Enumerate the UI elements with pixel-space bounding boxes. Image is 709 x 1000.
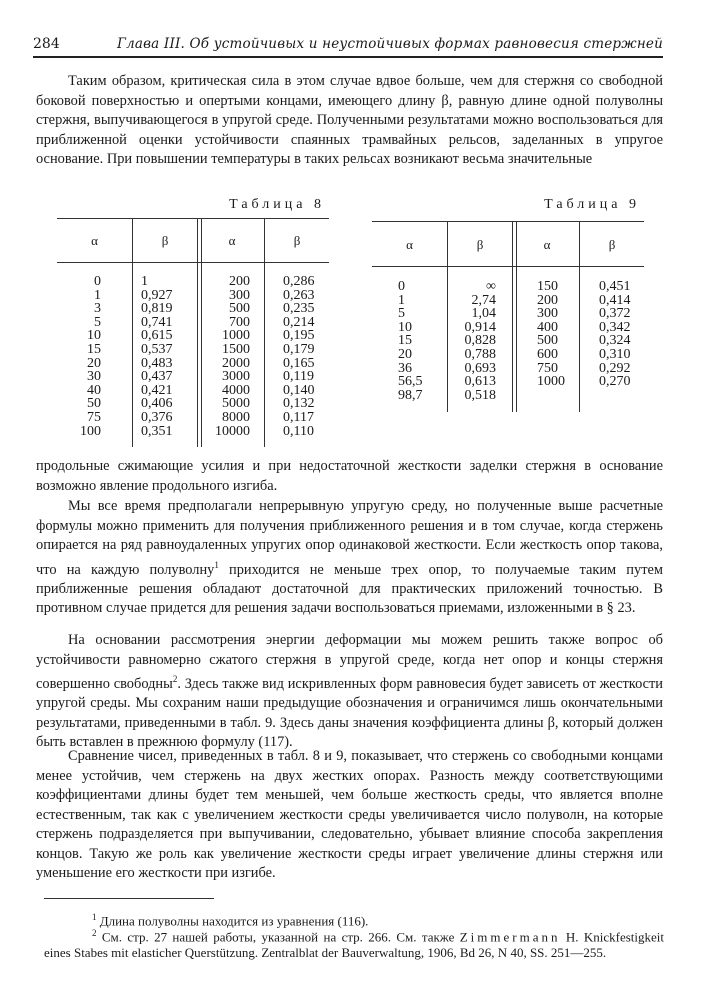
header-alpha: α	[543, 237, 551, 252]
header-alpha: α	[228, 233, 236, 248]
header-alpha: α	[406, 237, 413, 252]
table-8	[57, 197, 329, 447]
column-separator	[132, 219, 133, 447]
header-beta: β	[608, 237, 616, 252]
footnote-ref-2[interactable]: 2	[172, 674, 178, 684]
table-9-col-alpha-1: 0 1 5 10 15 20 36 56,5 98,7	[398, 279, 423, 403]
paragraph-5: Сравнение чисел, приведенных в табл. 8 и 9, показывает, что стержень со свободными концами менее устойчив, чем стержень на двух жестких опорах. Разность между соответствующими коэффициентами длины будет тем меньшей, чем больше жесткость среды, что является вполне естественным, так как с увеличением жесткости среды увеличивается число полуволн, на которые стержень подразделяется при выпучивании, следовательно, убывает влияние способа закрепления концов. Такую же роль как увеличение жесткости среды играет увеличение длины стержня или уменьшение его жесткости при изгибе.	[36, 748, 663, 881]
header-beta: β	[161, 233, 169, 248]
table-8-col-alpha-2: 200 300 500 700 1000 1500 2000 3000 4000 5000 8000 10000	[215, 274, 250, 439]
footnote-ref-1[interactable]: 1	[214, 559, 219, 570]
footnote-2: $^2$ См. стр. 27 нашей работы, указанной на стр. 266. См. также Zimmermann H. Knickfestigkeit eines Stabes mit elasticher Querstützung. Zentralblat der Bauverwaltung, 1906, Bd 26, N 40, SS. 251—255.	[44, 928, 664, 961]
table-9-col-beta-2: 0,451 0,414 0,372 0,342 0,324 0,310 0,292 0,270	[599, 279, 631, 390]
table-header-rule	[57, 262, 329, 263]
table-9-col-beta-1: ∞ 2,74 1,04 0,914 0,828 0,788 0,693 0,613 0,518	[464, 279, 496, 403]
header-beta: β	[293, 233, 301, 248]
footnote-1: $^1$ Длина полуволны находится из уравнения (116).	[92, 912, 369, 929]
table-9-caption: Таблица 9	[544, 197, 640, 212]
paragraph-1: Таким образом, критическая сила в этом случае вдвое больше, чем для стержня со свободной боковой поверхностью и опертыми концами, имеющего длину β, равную длине одной полуволны стержня, выпучивающегося в упругой среде. Полученными результатами можно воспользоваться для приближенной оценки устойчивости спаянных трамвайных рельсов, заделанных в упругое основание. При повышении температуры в таких рельсах возникают весьма значительные	[36, 73, 663, 167]
page-header	[33, 34, 663, 58]
table-8-caption: Таблица 8	[229, 197, 325, 212]
paragraph-4: На основании рассмотрения энергии деформации мы можем решить также вопрос об устойчивости равномерно сжатого стержня в упругой среде, когда нет опор и концы стержня совершенно свободны$^2$. Здесь также вид искривленных форм равновесия будет зависеть от жесткости упругой среды. Мы сохраним наши предыдущие обозначения и ограничимся лишь окончательными результатами, приведенными в табл. 9. Здесь даны значения коэффициента длины β, который должен быть вставлен в прежнюю формулу (117).	[36, 632, 663, 751]
column-separator	[264, 219, 265, 447]
page-number: 284	[33, 36, 60, 52]
table-8-col-beta-1: 1 0,927 0,819 0,741 0,615 0,537 0,483 0,437 0,421 0,406 0,376 0,351	[141, 274, 173, 439]
table-9	[372, 197, 644, 412]
table-top-rule	[372, 221, 644, 222]
header-alpha: α	[91, 233, 98, 248]
paragraph-3: Мы все время предполагали непрерывную упругую среду, но полученные выше расчетные формулы можно применить для получения приближенного решения и в том случае, когда стержень опирается на ряд равноудаленных упругих опор одинаковой жесткости. Если жесткость опор такова, что на каждую полуволну$^1$ приходится не меньше трех опор, то получаемые таким путем приближенные решения обладают достаточной для практических приложений точностью. В противном случае придется для решения задачи воспользоваться приемами, изложенными в § 23.	[36, 498, 663, 617]
header-beta: β	[476, 237, 484, 252]
footnote-rule	[44, 898, 214, 899]
table-header-rule	[372, 266, 644, 267]
paragraph-2: продольные сжимающие усилия и при недостаточной жесткости заделки стержня в основание возможно явление продольного изгиба.	[36, 458, 663, 494]
table-9-col-alpha-2: 150 200 300 400 500 600 750 1000	[537, 279, 565, 390]
table-8-col-beta-2: 0,286 0,263 0,235 0,214 0,195 0,179 0,165 0,119 0,140 0,132 0,117 0,110	[283, 274, 315, 439]
table-8-col-alpha-1: 0 1 3 5 10 15 20 30 40 50 75 100	[80, 274, 101, 439]
running-title: Глава III. Об устойчивых и неустойчивых формах равновесия стержней	[116, 36, 663, 52]
table-top-rule	[57, 218, 329, 219]
